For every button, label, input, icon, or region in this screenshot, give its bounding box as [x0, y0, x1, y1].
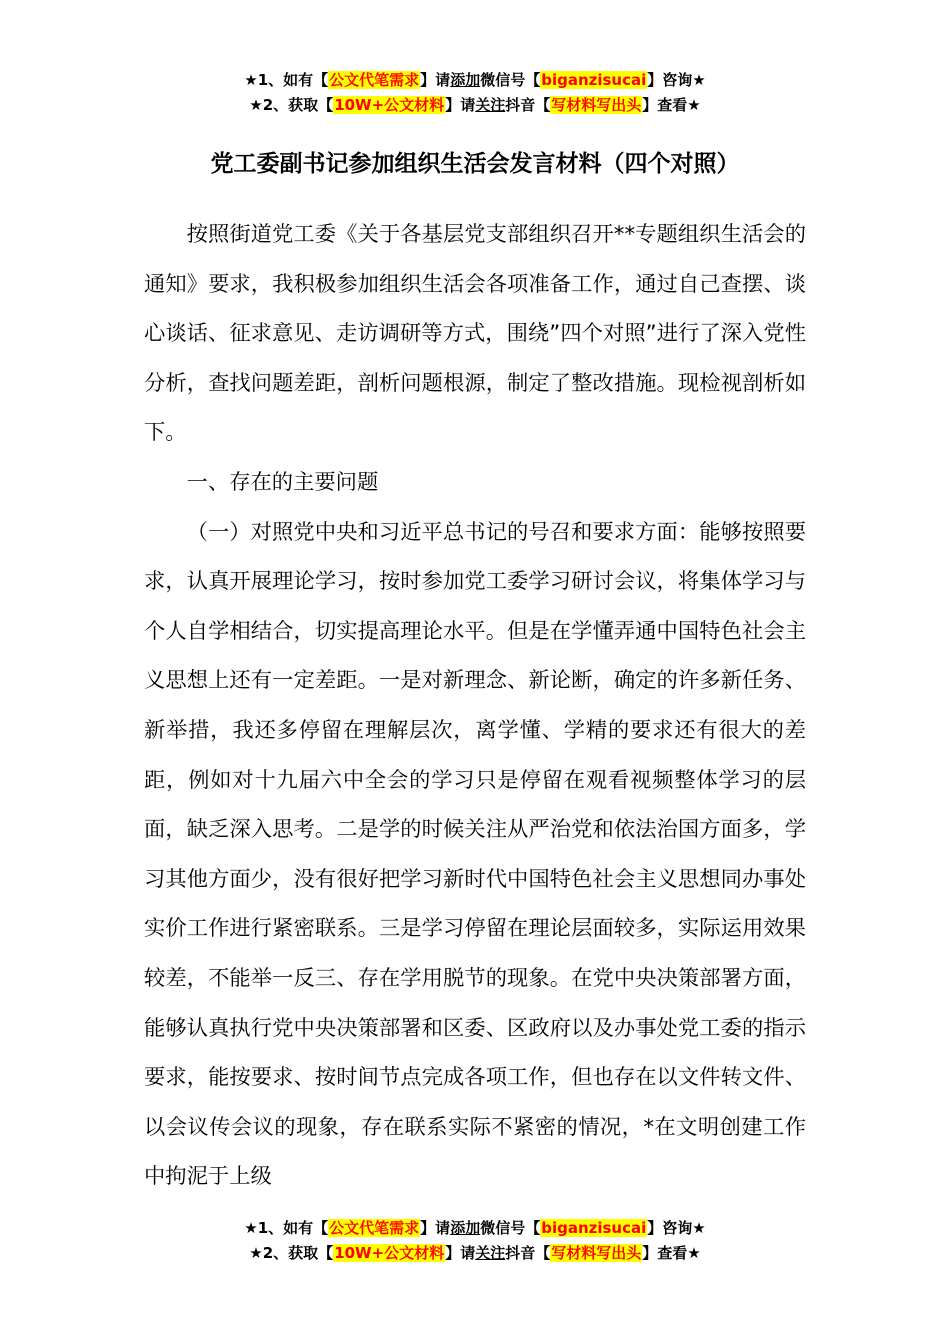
- banner-text: 】查看★: [642, 96, 701, 114]
- banner-text: 】请: [445, 96, 476, 114]
- banner-underline: 关注: [475, 96, 506, 114]
- paragraph-intro: 按照街道党工委《关于各基层党支部组织召开**专题组织生活会的通知》要求，我积极参加组织生活会各项准备工作，通过自己查摆、谈心谈话、征求意见、走访调研等方式，围绕”四个对照”进行了深入党性分析，查找问题差距，剖析问题根源，制定了整改措施。现检视剖析如下。: [144, 222, 806, 446]
- banner-text: 】咨询★: [647, 71, 706, 89]
- banner-text: 抖音【: [505, 1244, 551, 1262]
- banner-text: 微信号【: [480, 71, 541, 89]
- banner-line-2: [0, 93, 950, 118]
- banner-highlight: 10W+公文材料: [334, 96, 445, 114]
- paragraph-section-1: （一）对照党中央和习近平总书记的号召和要求方面：能够按照要求，认真开展理论学习，按时参加党工委学习研讨会议，将集体学习与个人自学相结合，切实提高理论水平。但是在学懂弄通中国特色社会主义思想上还有一定差距。一是对新理念、新论断，确定的许多新任务、新举措，我还多停留在理解层次，离学懂、学精的要求还有很大的差距，例如对十九届六中全会的学习只是停留在观看视频整体学习的层面，缺乏深入思考。二是学的时候关注从严治党和依法治国方面多，学习其他方面少，没有很好把学习新时代中国特色社会主义思想同办事处实价工作进行紧密联系。三是学习停留在理论层面较多，实际运用效果较差，不能举一反三、存在学用脱节的现象。在党中央决策部署方面，能够认真执行党中央决策部署和区委、区政府以及办事处党工委的指示要求，能按要求、按时间节点完成各项工作，但也存在以文件转文件、以会议传会议的现象，存在联系实际不紧密的情况，*在文明创建工作中拘泥于上级: [144, 519, 806, 1190]
- banner-text: 】查看★: [642, 1244, 701, 1262]
- top-banner: [0, 68, 950, 118]
- banner-text: 微信号【: [480, 1219, 541, 1237]
- banner-text: ★2、获取【: [249, 1244, 334, 1262]
- banner-underline: 添加: [450, 71, 481, 89]
- banner-text: 】咨询★: [647, 1219, 706, 1237]
- banner-highlight: 10W+公文材料: [334, 1244, 445, 1262]
- banner-highlight: biganzisucai: [541, 71, 647, 89]
- banner-underline: 关注: [475, 1244, 506, 1262]
- bottom-banner: [0, 1216, 950, 1266]
- banner-highlight: 公文代笔需求: [329, 71, 420, 89]
- banner-highlight: 写材料写出头: [551, 1244, 642, 1262]
- banner-text: ★1、如有【: [244, 71, 329, 89]
- banner-text: 抖音【: [505, 96, 551, 114]
- banner-line-1: [0, 68, 950, 93]
- banner-text: 】请: [420, 71, 451, 89]
- banner-underline: 添加: [450, 1219, 481, 1237]
- banner-text: 】请: [445, 1244, 476, 1262]
- banner-line-2: [0, 1241, 950, 1266]
- banner-text: 】请: [420, 1219, 451, 1237]
- banner-highlight: 公文代笔需求: [329, 1219, 420, 1237]
- document-body: [144, 210, 806, 1202]
- section-heading: 一、存在的主要问题: [186, 469, 379, 495]
- banner-highlight: 写材料写出头: [551, 96, 642, 114]
- banner-text: ★1、如有【: [244, 1219, 329, 1237]
- banner-text: ★2、获取【: [249, 96, 334, 114]
- document-title: 党工委副书记参加组织生活会发言材料（四个对照）: [210, 151, 740, 177]
- banner-highlight: biganzisucai: [541, 1219, 647, 1237]
- banner-line-1: [0, 1216, 950, 1241]
